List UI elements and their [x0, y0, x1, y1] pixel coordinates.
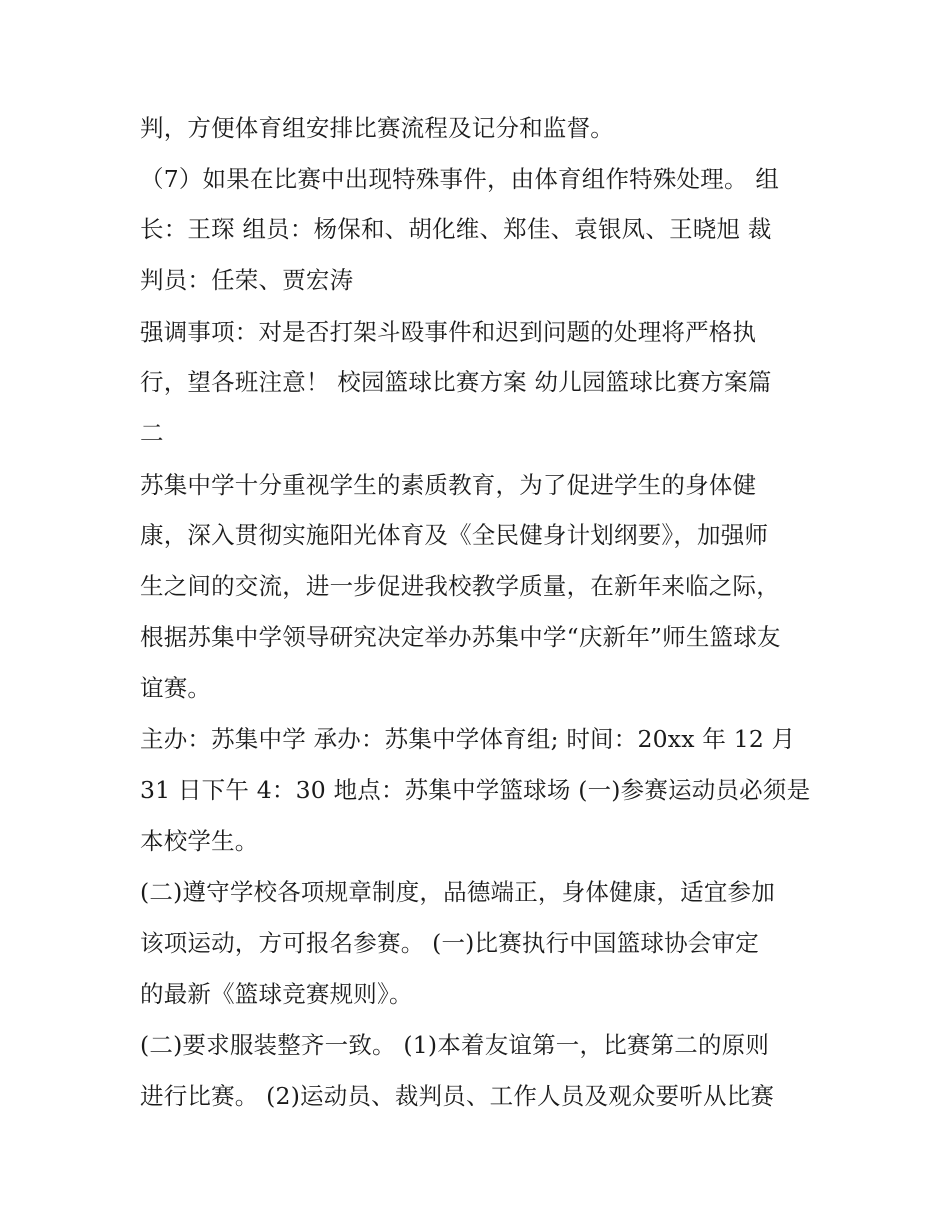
text-line: 的最新《篮球竞赛规则》。	[140, 980, 413, 1008]
text-line: 强调事项：对是否打架斗殴事件和迟到问题的处理将严格执	[140, 318, 757, 346]
text-line: (二)要求服装整齐一致。 (1)本着友谊第一，比赛第二的原则	[140, 1031, 770, 1059]
text-line: 进行比赛。 (2)运动员、裁判员、工作人员及观众要听从比赛	[140, 1082, 775, 1110]
text-line: 31 日下午 4：30 地点：苏集中学篮球场 (一)参赛运动员必须是	[140, 776, 811, 804]
text-line: 判员：任荣、贾宏涛	[140, 266, 354, 294]
text-line: 根据苏集中学领导研究决定举办苏集中学“庆新年”师生篮球友	[140, 623, 781, 651]
text-line: 生之间的交流，进一步促进我校教学质量，在新年来临之际，	[140, 572, 780, 600]
text-line: （7）如果在比赛中出现特殊事件，由体育组作特殊处理。 组	[140, 165, 780, 193]
text-line: 该项运动，方可报名参赛。 (一)比赛执行中国篮球协会审定	[140, 929, 759, 957]
text-line: 判，方便体育组安排比赛流程及记分和监督。	[140, 114, 614, 142]
text-line: (二)遵守学校各项规章制度，品德端正，身体健康，适宜参加	[140, 878, 775, 906]
text-line: 苏集中学十分重视学生的素质教育，为了促进学生的身体健	[140, 471, 757, 499]
text-line: 二	[140, 419, 164, 447]
text-line: 长：王琛 组员：杨保和、胡化维、郑佳、袁银凤、王晓旭 裁	[140, 215, 772, 243]
text-line: 行，望各班注意！ 校园篮球比赛方案 幼儿园篮球比赛方案篇	[140, 368, 772, 396]
text-line: 主办：苏集中学 承办：苏集中学体育组; 时间：20xx 年 12 月	[140, 725, 796, 753]
text-line: 谊赛。	[140, 674, 212, 702]
text-line: 本校学生。	[140, 827, 259, 855]
text-line: 康，深入贯彻实施阳光体育及《全民健身计划纲要》，加强师	[140, 521, 769, 549]
